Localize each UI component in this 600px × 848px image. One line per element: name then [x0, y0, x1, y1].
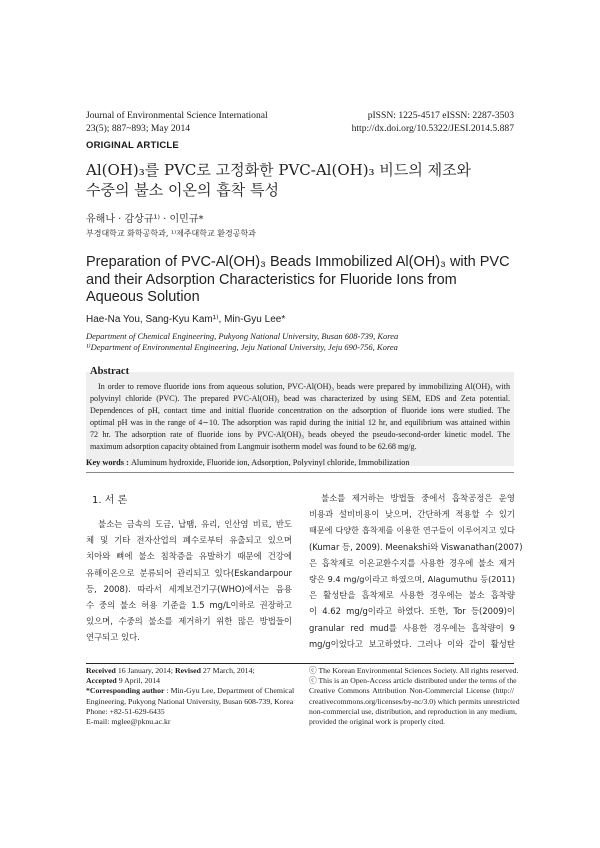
received-date: 16 January, 2014;: [117, 666, 173, 675]
intro-left-column: [86, 516, 292, 646]
license-line: ⓒ This is an Open-Access article distributed under the terms of the: [309, 676, 517, 686]
received-revised-line: [86, 666, 296, 676]
body-line: 불소를 제거하는 방법들 중에서 흡착공정은 운영: [321, 493, 515, 503]
body-line: 은 흡착제로 이온교환수지를 사용한 경우에 불소 제거: [309, 557, 515, 568]
affiliation-1: Department of Chemical Engineering, Pukyong National University, Busan 608-739, Korea: [86, 331, 399, 341]
body-line: 연구되고 있다.: [86, 632, 140, 643]
abstract-line: polyvinyl chloride (PVC). The prepared PVC-Al(OH)₃ bead was characterized by using SEM, EDS and Zeta potential.: [90, 394, 510, 403]
license-line: creativecommons.org/licenses/by-nc/3.0) which permits unrestricted: [309, 696, 520, 706]
accepted-label: Accepted: [86, 676, 117, 686]
abstract-body: [90, 381, 510, 453]
abstract-line: maximum adsorption capacity obtained from Langmuir isotherm model was found to be 62.68 mg/g.: [90, 442, 417, 451]
body-line: mg/g이었다고 보고하였다. 그러나 이와 같이 활성탄: [309, 638, 515, 649]
body-line: 비용과 설비비용이 낮으며, 간단하게 적용할 수 있기: [309, 509, 515, 520]
corresponding-phone: Phone: +82-51-629-6435: [86, 706, 165, 716]
body-line: 있으며, 수중의 불소를 제거하기 위한 많은 방법들이: [86, 616, 292, 627]
footer-license: [309, 666, 520, 727]
english-title-line3: Aqueous Solution: [86, 289, 200, 305]
section-heading-intro: 1. 서 론: [92, 495, 128, 506]
accepted-line: [86, 676, 296, 686]
corresponding-line: [86, 686, 296, 696]
copyright-line: ⓒ The Korean Environmental Sciences Society. All rights reserved.: [309, 666, 519, 675]
abstract-line: 72 hr. The adsorption rate of fluoride ions by PVC-Al(OH)₃ beads obeyed the pseudo-second-order kinetic model. The: [90, 430, 510, 439]
korean-authors: 유해나 · 감상규¹⁾ · 이민규*: [86, 214, 204, 225]
english-authors: Hae-Na You, Sang-Kyu Kam¹⁾, Min-Gyu Lee*: [86, 314, 286, 325]
keywords-text: Aluminum hydroxide, Fluoride ion, Adsorption, Polyvinyl chloride, Immobilization: [130, 458, 410, 467]
abstract-line: In order to remove fluoride ions from aqueous solution, PVC-Al(OH)₃ beads were prepared by immobilizing Al(OH)₃ with: [98, 382, 510, 391]
body-line: 이 4.62 mg/g이라고 하였다. 또한, Tor 등(2009)이: [309, 606, 515, 617]
accepted-date: 9 April, 2014: [118, 676, 161, 686]
footer-divider: [86, 663, 514, 664]
received-label: Received: [86, 666, 116, 675]
english-title-line1: Preparation of PVC-Al(OH)₃ Beads Immobilized Al(OH)₃ with PVC: [86, 254, 510, 270]
body-line: 때문에 다양한 흡착제를 이용한 연구들이 이루어지고 있다: [309, 525, 515, 536]
keywords-divider: [86, 472, 514, 473]
abstract-line: optimal pH was in the range of 4∼10. The adsorption was rapid during the initial 12 hr, and equilibrium was attained within: [90, 418, 510, 427]
doi-link[interactable]: http://dx.doi.org/10.5322/JESI.2014.5.887: [351, 122, 514, 134]
body-line: 은 활성탄을 흡착제로 사용한 경우에는 불소 흡착량: [309, 590, 515, 601]
abstract-line: Dependences of pH, contact time and initial fluoride concentration on the adsorption of fluoride ions were studied. The: [90, 406, 510, 415]
body-line: 유해이온으로 분류되어 관리되고 있다(Eskandarpour: [86, 567, 292, 578]
license-line: provided the original work is properly cited.: [309, 717, 445, 727]
body-line: 량은 9.4 mg/g이라고 하였으며, Alagumuthu 등(2011): [309, 574, 515, 585]
intro-right-column: [309, 490, 523, 652]
english-title: [86, 254, 510, 307]
body-line: 치아와 뼈에 불소 침착증을 유발하기 때문에 건강에: [86, 551, 292, 562]
english-title-line2: and their Adsorption Characteristics for Fluoride Ions from: [86, 271, 457, 288]
license-line: Creative Commons Attribution Non-Commercial License (http://: [309, 686, 514, 696]
footer-manuscript-info: [86, 666, 296, 727]
body-line: 체 및 기타 전자산업의 폐수로부터 유출되고 있으며: [86, 535, 292, 546]
journal-name: Journal of Environmental Science International: [86, 110, 268, 121]
abstract-heading: Abstract: [90, 366, 130, 377]
journal-info: [86, 110, 268, 135]
body-line: 불소는 금속의 도금, 납땜, 유리, 인산염 비료, 반도: [98, 519, 292, 529]
affiliation-2: ¹⁾Department of Environmental Engineering, Jeju National University, Jeju 690-756, Korea: [86, 342, 398, 352]
body-line: (Kumar 등, 2009). Meenakshi와 Viswanathan(2007): [309, 541, 523, 552]
issn: pISSN: 1225-4517 eISSN: 2287-3503: [367, 110, 514, 121]
korean-title-line1: Al(OH)₃를 PVC로 고정화한 PVC-Al(OH)₃ 비드의 제조와: [86, 161, 472, 179]
keywords-label: Key words :: [86, 458, 131, 467]
keywords: [86, 458, 410, 467]
body-line: 수 중의 불소 허용 기준을 1.5 mg/L이하로 권장하고: [86, 600, 292, 611]
body-line: granular red mud를 사용한 경우에는 흡착량이 9: [309, 622, 515, 633]
korean-affiliations: 부경대학교 화학공학과, ¹⁾제주대학교 환경공학과: [86, 229, 256, 238]
korean-title: [86, 160, 471, 200]
english-affiliations: [86, 331, 398, 353]
body-line: 등, 2008). 따라서 세계보건기구(WHO)에서는 음용: [86, 583, 292, 594]
issn-doi-block: [352, 110, 514, 135]
korean-title-line2: 수중의 불소 이온의 흡착 특성: [86, 181, 279, 199]
revised-date: 27 March, 2014;: [202, 666, 255, 675]
corresponding-email[interactable]: E-mail: mglee@pknu.ac.kr: [86, 717, 171, 727]
corresponding-address: Engineering, Pukyong National University, Busan 608-739, Korea: [86, 696, 294, 706]
revised-label: Revised: [174, 666, 201, 675]
license-line: non-commercial use, distribution, and reproduction in any medium,: [309, 706, 517, 716]
journal-issue: 23(5); 887~893; May 2014: [86, 122, 191, 134]
article-type: ORIGINAL ARTICLE: [86, 140, 179, 151]
corresponding-label: *Corresponding author: [86, 686, 165, 696]
corresponding-text: : Min-Gyu Lee, Department of Chemical: [166, 686, 295, 696]
